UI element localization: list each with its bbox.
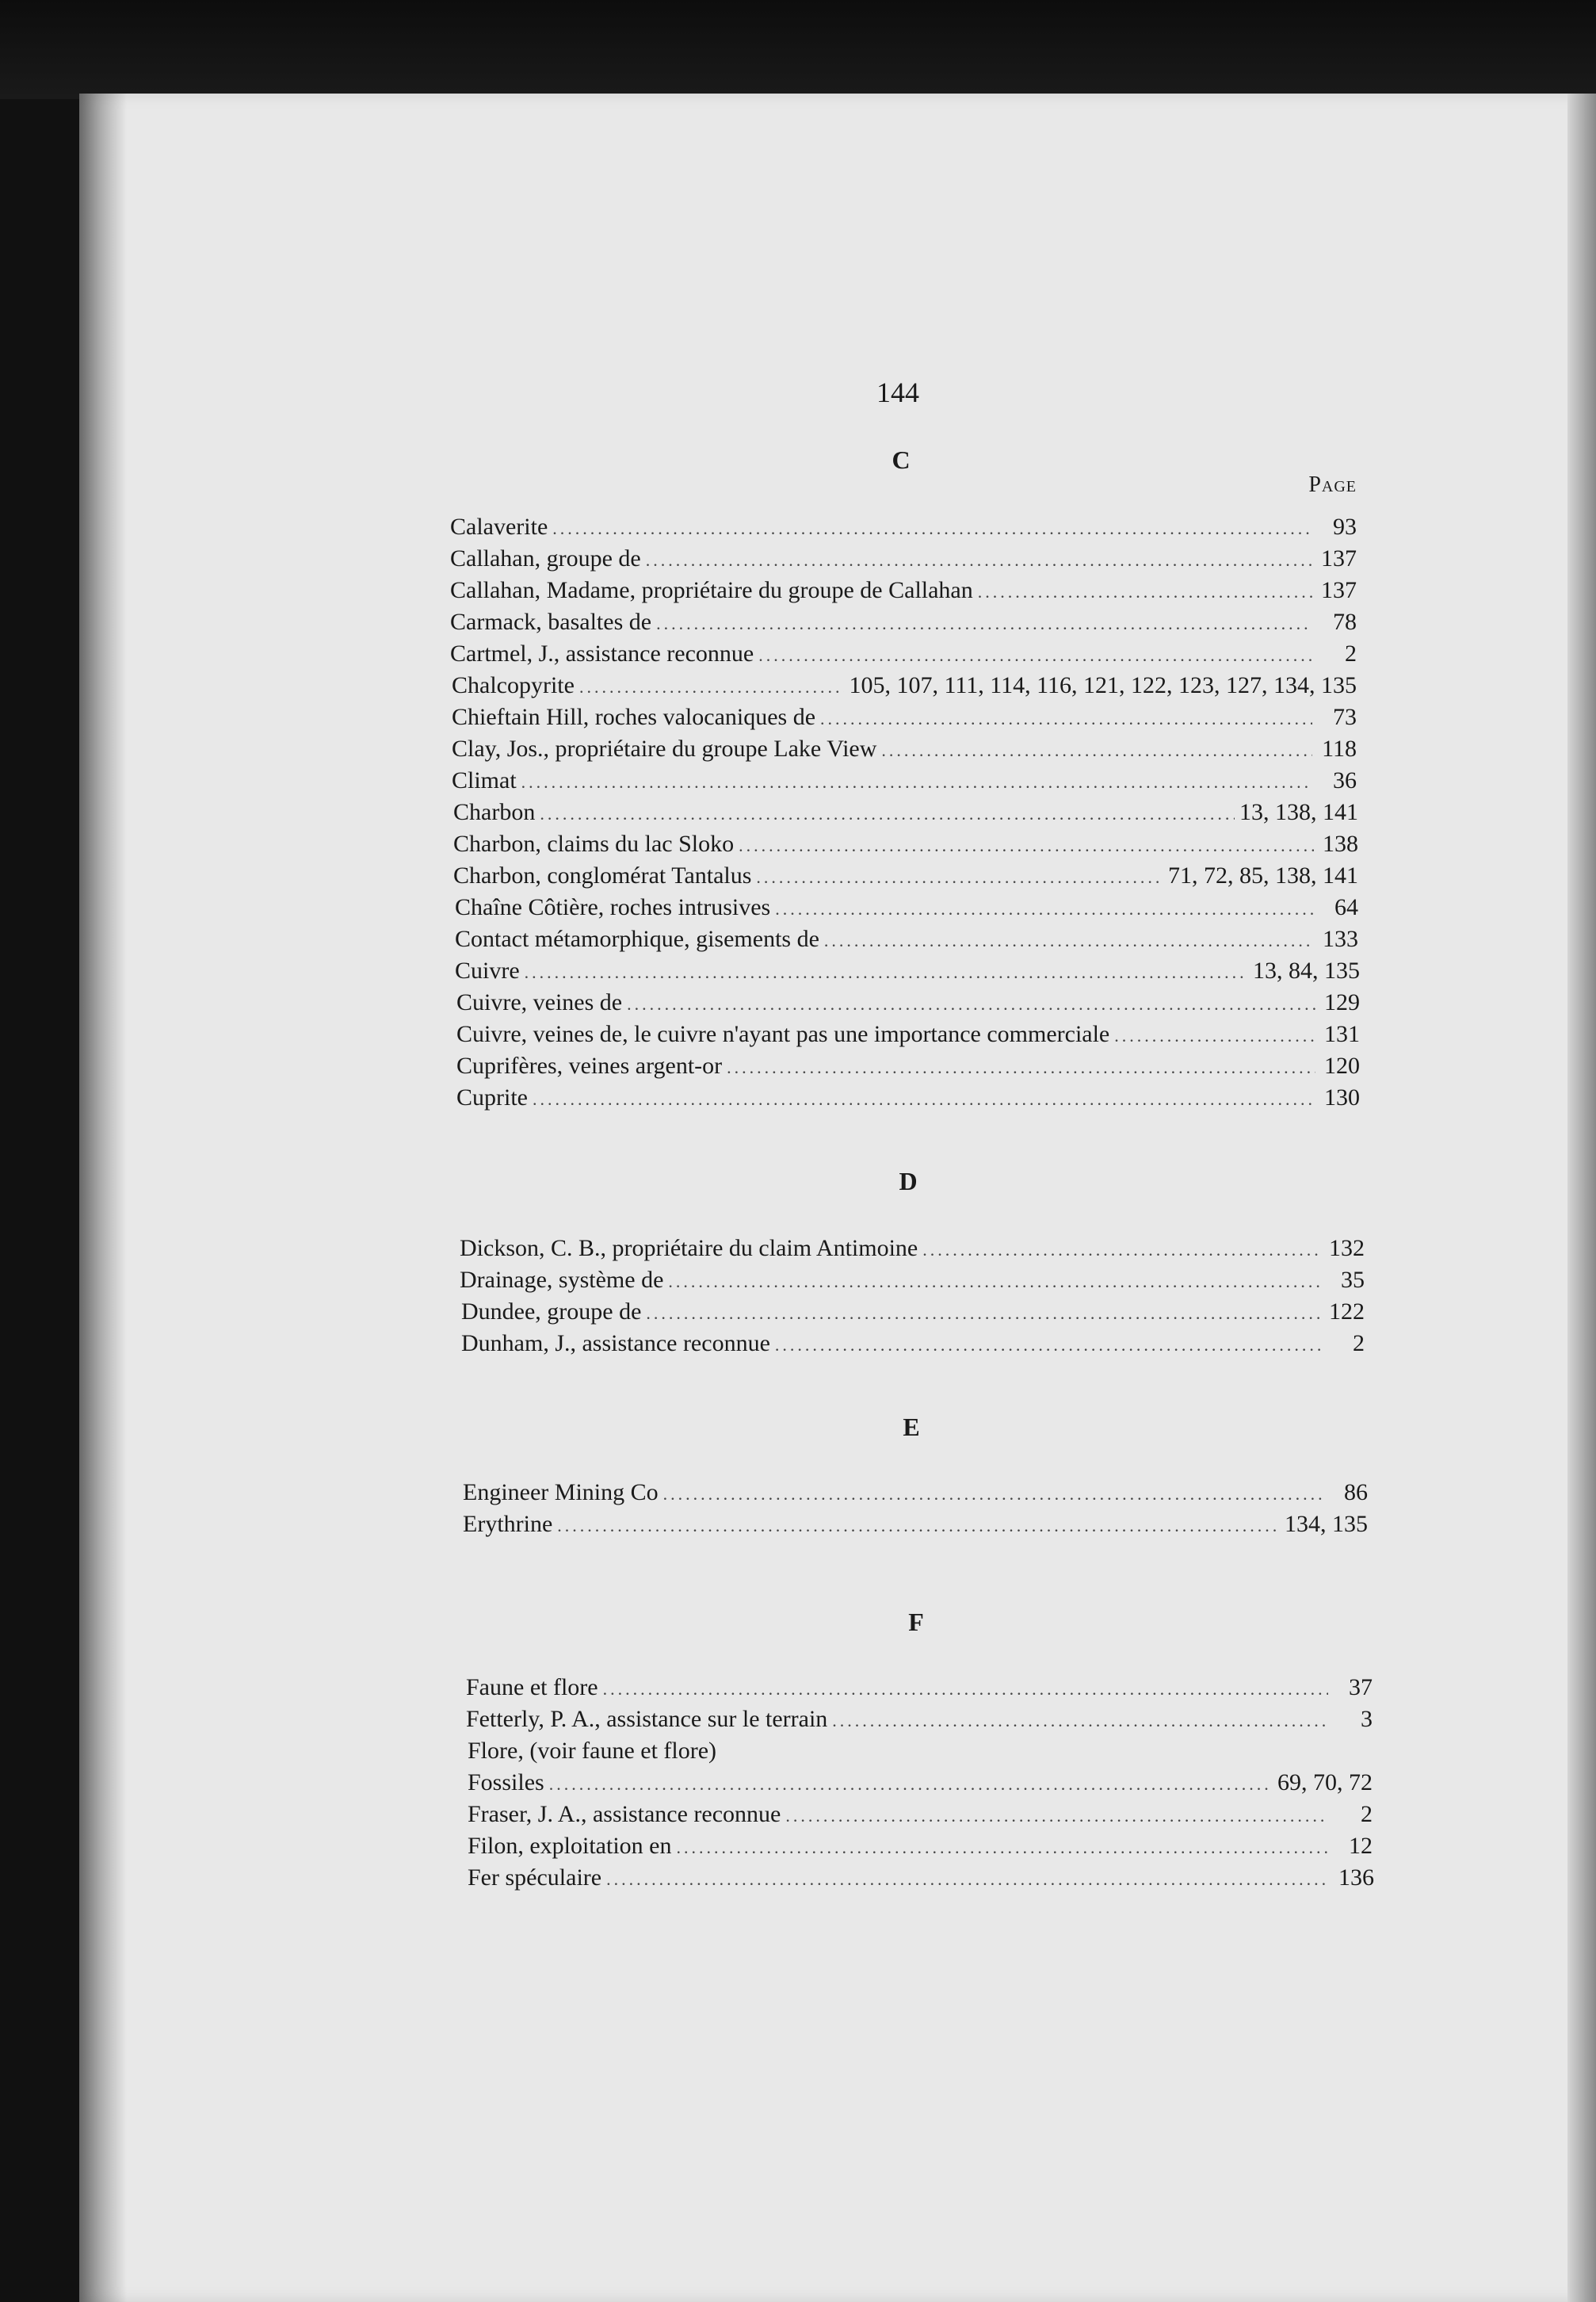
index-entry [466,1706,1373,1738]
section-letter-f: F [908,1608,924,1636]
leader-dots [824,931,1314,951]
entry-text: Fossiles [468,1769,544,1795]
entry-text: Carmack, basaltes de [450,609,652,635]
entry-text: Cuprifères, veines argent-or [456,1053,723,1079]
leader-dots [668,1271,1320,1292]
index-entry [468,1833,1373,1864]
entry-text: Calaverite [450,514,548,540]
scan-background [0,0,1596,99]
index-entry [453,831,1358,862]
leader-dots [775,1335,1320,1356]
entry-text: Clay, Jos., propriétaire du groupe Lake View [452,736,877,762]
index-entry [455,958,1360,989]
index-entry [450,641,1357,672]
entry-pages: 12 [1349,1833,1373,1859]
entry-text: Flore, (voir faune et flore) [468,1738,717,1764]
index-entry [460,1267,1365,1298]
entry-text: Callahan, Madame, propriétaire du groupe de Callahan [450,577,973,603]
entry-pages: 131 [1324,1021,1360,1047]
index-entry [450,514,1357,545]
page-column-heading: Page [1308,472,1357,497]
leader-dots [540,804,1235,824]
entry-pages: 2 [1345,641,1357,667]
leader-dots [785,1806,1328,1826]
entry-text: Fer spéculaire [468,1864,602,1891]
entry-pages: 69, 70, 72 [1277,1769,1373,1795]
leader-dots [978,582,1312,602]
section-letter-c: C [892,445,911,474]
leader-dots [656,614,1312,634]
entry-pages: 137 [1321,577,1357,603]
index-entry [468,1864,1374,1896]
leader-dots [727,1057,1315,1078]
entry-pages: 13, 84, 135 [1253,958,1360,984]
leader-dots [549,1774,1273,1795]
index-entry [453,862,1358,894]
entry-pages: 36 [1333,767,1357,793]
entry-text: Fraser, J. A., assistance reconnue [468,1801,781,1827]
index-entry [461,1330,1365,1362]
entry-pages: 137 [1321,545,1357,572]
entry-text: Contact métamorphique, gisements de [455,926,819,952]
index-entry [452,767,1357,799]
index-entry [456,989,1360,1021]
leader-dots [922,1240,1320,1260]
page-number: 144 [876,377,919,408]
index-entry [450,609,1357,641]
entry-text: Dunham, J., assistance reconnue [461,1330,770,1356]
leader-dots [739,836,1314,856]
entry-text: Engineer Mining Co [463,1479,659,1505]
entry-text: Cuprite [456,1084,528,1111]
entry-text: Cartmel, J., assistance reconnue [450,641,754,667]
entry-pages: 2 [1353,1330,1365,1356]
entry-text: Dundee, groupe de [461,1298,642,1325]
entry-pages: 120 [1324,1053,1360,1079]
entry-text: Faune et flore [466,1674,598,1700]
leader-dots [606,1869,1330,1890]
entry-text: Filon, exploitation en [468,1833,672,1859]
leader-dots [646,1303,1320,1324]
entry-text: Charbon, claims du lac Sloko [453,831,735,857]
entry-text: Dickson, C. B., propriétaire du claim Antimoine [460,1235,918,1261]
entry-pages: 37 [1349,1674,1373,1700]
entry-pages: 133 [1323,926,1358,952]
entry-pages: 105, 107, 111, 114, 116, 121, 122, 123, 127, 134, 135 [849,672,1357,698]
entry-pages: 78 [1333,609,1357,635]
entry-pages: 73 [1333,704,1357,730]
entry-pages: 130 [1324,1084,1360,1111]
index-entry [450,545,1357,577]
leader-dots [820,709,1312,729]
section-letter-e: E [903,1413,920,1441]
entry-text: Climat [452,767,517,793]
leader-dots [603,1679,1328,1700]
index-entry [463,1479,1368,1511]
index-entry [452,672,1357,704]
entry-pages: 136 [1338,1864,1374,1891]
entry-text: Fetterly, P. A., assistance sur le terrain [466,1706,828,1732]
leader-dots [646,550,1312,571]
page-gutter-shadow [79,94,127,2302]
leader-dots [521,772,1312,793]
leader-dots [552,518,1312,539]
index-entry [468,1801,1373,1833]
index-entry [461,1298,1365,1330]
entry-pages: 13, 138, 141 [1239,799,1358,825]
index-entry [450,577,1357,609]
entry-text: Chaîne Côtière, roches intrusives [455,894,771,920]
leader-dots [533,1089,1315,1110]
entry-pages: 129 [1324,989,1360,1015]
leader-dots [758,645,1312,666]
entry-text: Callahan, groupe de [450,545,641,572]
index-entry [456,1084,1360,1116]
leader-dots [1114,1026,1315,1046]
index-entry [468,1738,1373,1769]
leader-dots [676,1837,1328,1858]
index-entry [456,1021,1360,1053]
entry-text: Charbon [453,799,536,825]
entry-pages: 35 [1341,1267,1365,1293]
leader-dots [579,677,845,698]
index-entry [455,926,1358,958]
index-entry [466,1674,1373,1706]
entry-text: Chalcopyrite [452,672,575,698]
index-entry [463,1511,1368,1543]
entry-pages: 93 [1333,514,1357,540]
entry-text: Cuivre [455,958,520,984]
leader-dots [557,1516,1280,1536]
entry-text: Erythrine [463,1511,553,1537]
leader-dots [881,740,1312,761]
entry-pages: 64 [1334,894,1358,920]
index-entry [452,736,1357,767]
entry-text: Drainage, système de [460,1267,664,1293]
leader-dots [525,962,1248,983]
index-entry [453,799,1358,831]
entry-pages: 71, 72, 85, 138, 141 [1168,862,1358,889]
index-entry [468,1769,1373,1801]
entry-pages: 86 [1344,1479,1368,1505]
index-entry [452,704,1357,736]
leader-dots [832,1711,1328,1731]
index-entry [456,1053,1360,1084]
index-entry [455,894,1358,926]
entry-pages: 3 [1361,1706,1373,1732]
entry-pages: 122 [1329,1298,1365,1325]
entry-pages: 118 [1322,736,1357,762]
entry-text: Chieftain Hill, roches valocaniques de [452,704,816,730]
entry-pages: 132 [1329,1235,1365,1261]
entry-text: Cuivre, veines de [456,989,623,1015]
leader-dots [627,994,1315,1015]
entry-pages: 2 [1361,1801,1373,1827]
leader-dots [775,899,1314,920]
leader-dots [756,867,1163,888]
index-entry [460,1235,1365,1267]
leader-dots [663,1484,1323,1505]
entry-pages: 134, 135 [1285,1511,1368,1537]
book-page [79,94,1585,2302]
page-edge [1567,94,1596,2302]
section-letter-d: D [899,1167,918,1195]
entry-text: Charbon, conglomérat Tantalus [453,862,752,889]
entry-text: Cuivre, veines de, le cuivre n'ayant pas une importance commerciale [456,1021,1110,1047]
entry-pages: 138 [1323,831,1358,857]
